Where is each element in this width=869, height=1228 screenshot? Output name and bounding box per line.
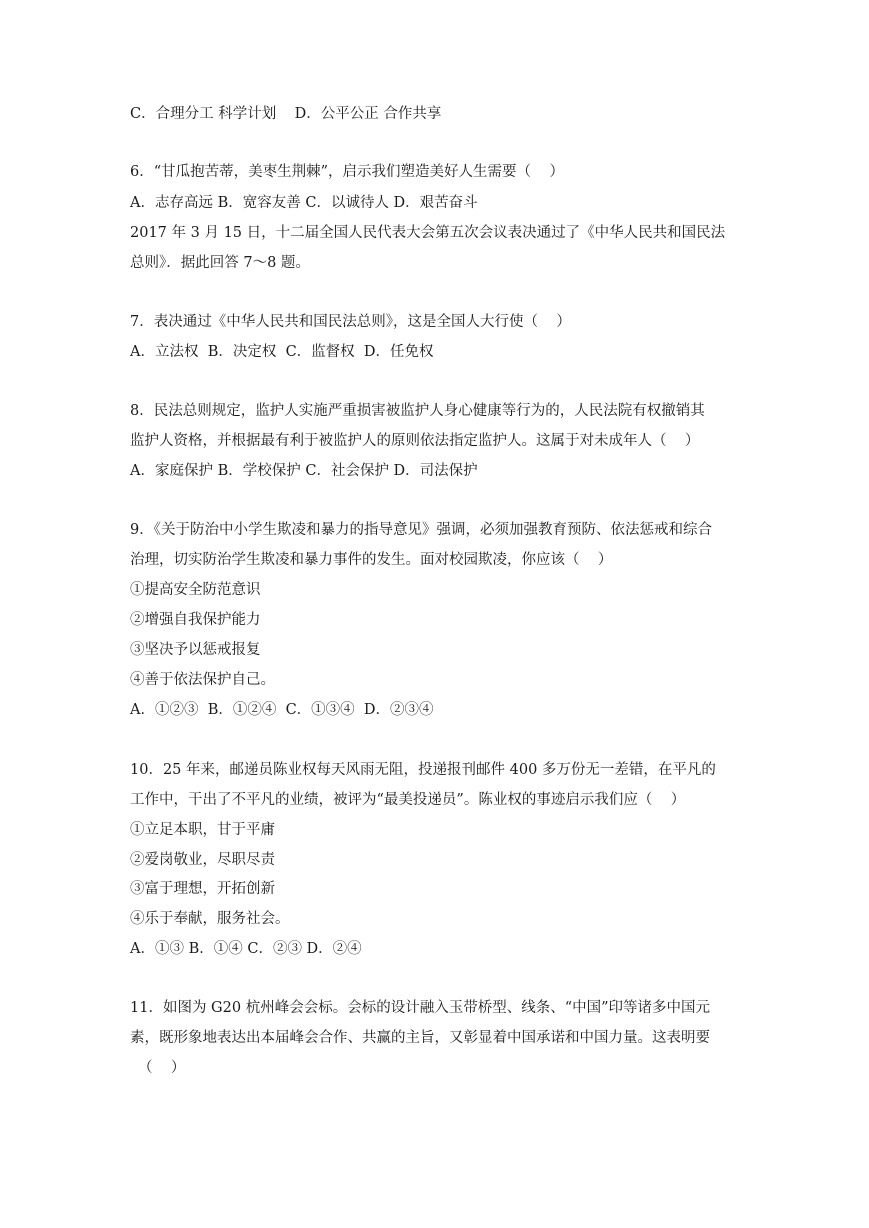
q9-stem-line1: 9．《关于防治中小学生欺凌和暴力的指导意见》强调，必须加强教育预防、依法惩戒和综合	[130, 522, 712, 538]
passage-7-8-line1: 2017 年 3 月 15 日，十二届全国人民代表大会第五次会议表决通过了《中华人民共和国民法	[130, 225, 726, 241]
q9-stem-line2: 治理，切实防治学生欺凌和暴力事件的发生。面对校园欺凌，你应该（ ）	[130, 552, 613, 568]
q9-statement-3: ③坚决予以惩戒报复	[130, 642, 261, 658]
q10-statement-2: ②爱岗敬业，尽职尽责	[130, 852, 275, 868]
q11-stem-line2: 素，既形象地表达出本届峰会合作、共赢的主旨，又彰显着中国承诺和中国力量。这表明要	[130, 1030, 710, 1046]
q9-options: A．①②③ B．①②④ C．①③④ D．②③④	[130, 702, 434, 718]
q10-statement-3: ③富于理想，开拓创新	[130, 881, 275, 897]
q7-stem: 7．表决通过《中华人民共和国民法总则》，这是全国人大行使（ ）	[130, 314, 571, 330]
q10-stem-line1: 10．25 年来，邮递员陈业权每天风雨无阻，投递报刊邮件 400 多万份无一差错，在平凡的	[130, 762, 716, 778]
q9-statement-2: ②增强自我保护能力	[130, 612, 261, 628]
q9-statement-1: ①提高安全防范意识	[130, 582, 261, 598]
q8-stem-line1: 8．民法总则规定，监护人实施严重损害被监护人身心健康等行为的，人民法院有权撤销其	[130, 403, 705, 419]
q8-options: A．家庭保护 B．学校保护 C．社会保护 D．司法保护	[130, 463, 478, 479]
q10-statement-4: ④乐于奉献，服务社会。	[130, 911, 290, 927]
q5-options-cd: C．合理分工 科学计划 D．公平公正 合作共享	[130, 106, 442, 122]
q9-statement-4: ④善于依法保护自己。	[130, 672, 275, 688]
q10-stem-line2: 工作中，干出了不平凡的业绩，被评为“最美投递员”。陈业权的事迹启示我们应（ ）	[130, 792, 686, 808]
q10-statement-1: ①立足本职，甘于平庸	[130, 822, 275, 838]
passage-7-8-line2: 总则》．据此回答 7～8 题。	[130, 255, 310, 271]
q11-stem-line1: 11．如图为 G20 杭州峰会会标。会标的设计融入玉带桥型、线条、“中国”印等诸多中国元	[130, 1000, 711, 1016]
q8-stem-line2: 监护人资格，并根据最有利于被监护人的原则依法指定监护人。这属于对未成年人（ ）	[130, 433, 700, 449]
q11-stem-line3: （ ）	[138, 1060, 186, 1076]
q10-options: A．①③ B．①④ C．②③ D．②④	[130, 941, 362, 957]
q7-options: A．立法权 B．决定权 C．监督权 D．任免权	[130, 344, 434, 360]
q6-options: A．志存高远 B．宽容友善 C．以诚待人 D．艰苦奋斗	[130, 195, 478, 211]
q6-stem: 6．“甘瓜抱苦蒂，美枣生荆棘”，启示我们塑造美好人生需要（ ）	[130, 164, 564, 180]
